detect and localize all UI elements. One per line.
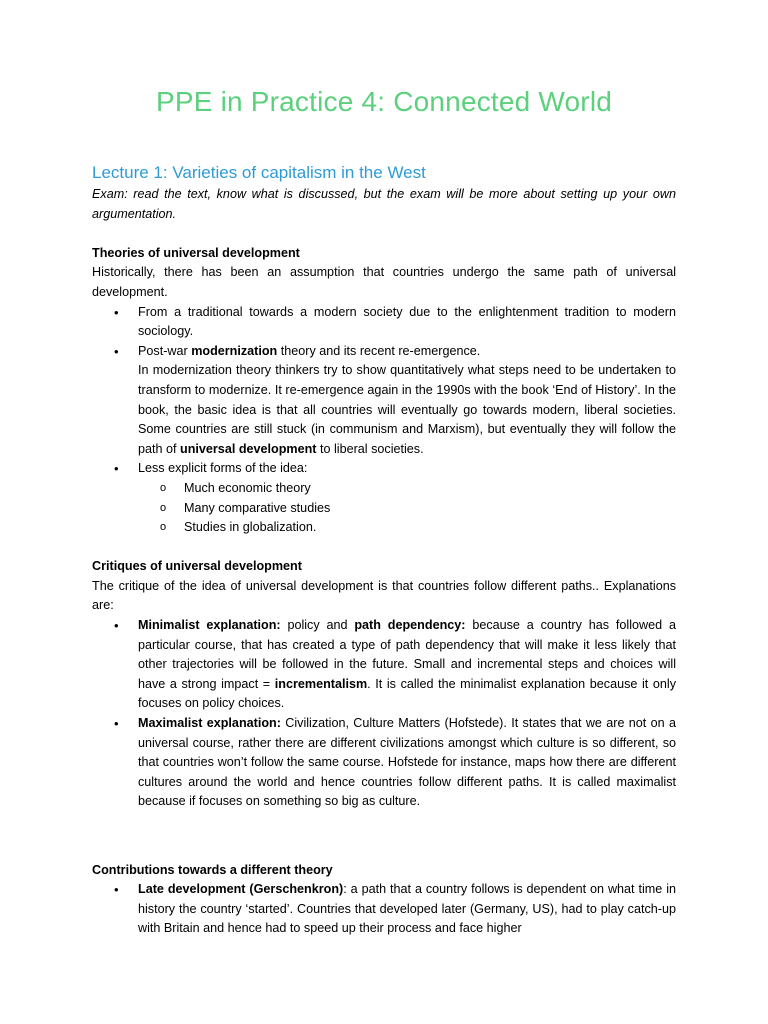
bullet-item-maximalist: • Maximalist explanation: Civilization, Culture Matters (Hofstede). It states that we are not on a universal course, rather there are different civilizations amongst which culture is so different, so that countries won’t follow the same course. Hofstede for instance, maps how there are different cultures around the world and hence countries follow different paths. It is called maximalist because if focuses on something so big as culture. [138, 714, 676, 812]
sub-list [138, 479, 676, 538]
section-heading-theories: Theories of universal development [92, 245, 300, 260]
bullet-list-critiques [92, 616, 676, 812]
section-heading-critiques: Critiques of universal development [92, 559, 302, 574]
exam-note: Exam: read the text, know what is discussed, but the exam will be more about setting up your own argumentation. [92, 187, 676, 221]
bullet-item: • Post-war modernization theory and its recent re-emergence. In modernization theory thinkers try to show quantitatively what steps need to be undertaken to transform to modernize. It re-emergence again in the 1990s with the book ‘End of History’. In the book, the basic idea is that all countries will eventually go towards modern, liberal societies. Some countries are still stuck (in communism and Marxism), but eventually they will follow the path of universal development to liberal societies. [138, 342, 676, 460]
bullet-detail: In modernization theory thinkers try to show quantitatively what steps need to be undertaken to transform to modernize. It re-emergence again in the 1990s with the book ‘End of History’. In the book, the basic idea is that all countries will eventually go towards modern, liberal societies. Some countries are still stuck (in communism and Marxism), but eventually they will follow the path of universal development to liberal societies. [138, 363, 676, 456]
sub-item: o Many comparative studies [184, 499, 676, 519]
bullet-list-theories [92, 303, 676, 538]
bullet-item: • From a traditional towards a modern society due to the enlightenment tradition to modern sociology. [138, 303, 676, 342]
document-body [92, 162, 676, 939]
lecture-heading: Lecture 1: Varieties of capitalism in the West [92, 163, 426, 182]
sub-item: o Much economic theory [184, 479, 676, 499]
bullet-item: • Less explicit forms of the idea: o Much economic theory o Many comparative studies o Studies in globalization. [138, 459, 676, 537]
document-title: PPE in Practice 4: Connected World [155, 86, 613, 117]
section-intro-theories: Historically, there has been an assumption that countries undergo the same path of universal development. [92, 265, 676, 299]
sub-item: o Studies in globalization. [184, 518, 676, 538]
bullet-item-late-development: • Late development (Gerschenkron): a path that a country follows is dependent on what time in history the country ‘started’. Countries that developed later (Germany, US), had to play catch-up with Britain and hence had to speed up their process and face higher [138, 880, 676, 939]
section-intro-critiques: The critique of the idea of universal development is that countries follow different paths.. Explanations are: [92, 578, 676, 613]
bullet-item-minimalist: • Minimalist explanation: policy and path dependency: because a country has followed a particular course, that has created a type of path dependency that will make it less likely that other trajectories will be followed in the future. Small and incremental steps and choices will have a strong impact = incrementalism. It is called the minimalist explanation because it only focuses on policy choices. [138, 616, 676, 714]
bullet-list-contributions [92, 880, 676, 939]
section-heading-contributions: Contributions towards a different theory [92, 862, 333, 877]
